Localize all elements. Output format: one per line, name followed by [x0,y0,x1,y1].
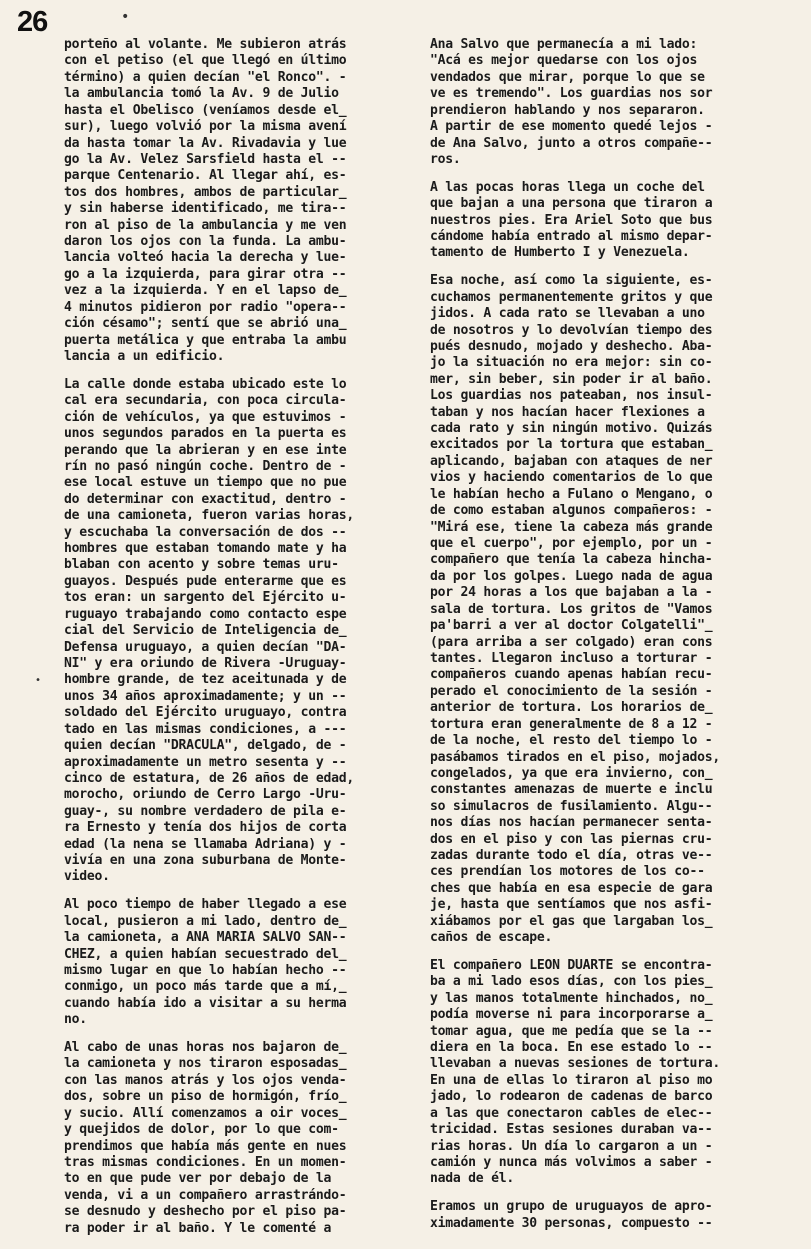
text-line: prendimos que había más gente en nues [64,1138,347,1154]
text-line: ces prendían los motores de los co-- [430,864,705,880]
text-line: nada de él. [430,1171,514,1187]
text-line: prendieron hablando y nos separaron. [430,102,705,118]
text-line: de nosotros y lo devolvían tiempo des [430,322,713,338]
text-line: tos eran: un sargento del Ejército u- [64,590,347,606]
text-line: zadas durante todo el día, otras ve-- [430,848,713,864]
text-line: ción césamo"; sentí que se abrió una_ [64,316,347,332]
text-line: ches que había en esa especie de gara [430,880,713,896]
paragraph [430,180,775,262]
text-line: lancia a un edificio. [64,349,225,365]
text-line: perado el conocimiento de la sesión - [430,683,713,699]
text-line: En una de ellas lo tiraron al piso mo [430,1072,713,1088]
text-line: excitados por la tortura que estaban_ [430,437,713,453]
text-line: la camioneta, a ANA MARIA SALVO SAN-- [64,930,347,946]
text-line: blaban con acento y sobre temas uru- [64,557,339,573]
text-line: vivía en una zona suburbana de Monte- [64,853,347,869]
text-line: ese local estuve un tiempo que no pue [64,475,347,491]
text-line: mismo lugar en que lo habían hecho -- [64,962,347,978]
text-line: dos, sobre un piso de hormigón, frío_ [64,1089,347,1105]
text-line: y sucio. Allí comenzamos a oir voces_ [64,1105,347,1121]
text-line: vios y haciendo comentarios de lo que [430,470,713,486]
text-line: la ambulancia tomó la Av. 9 de Julio [64,86,339,102]
left-column [64,37,409,1249]
text-line: morocho, oriundo de Cerro Largo -Uru- [64,787,347,803]
text-line: porteño al volante. Me subieron atrás [64,37,347,52]
text-line: cándome había entrado al mismo depar- [430,229,713,245]
text-line: Los guardias nos pateaban, nos insul- [430,388,713,404]
paragraph [430,273,775,946]
text-line: de la noche, el resto del tiempo lo - [430,733,713,749]
text-line: da por los golpes. Luego nada de agua [430,568,713,584]
paragraph [64,377,409,886]
text-line: Ana Salvo que permanecía a mi lado: [430,37,698,52]
text-line: por 24 horas a los que bajaban a la - [430,585,713,601]
text-line: xiábamos por el gas que largaban los_ [430,913,713,929]
text-line: a las que conectaron cables de elec-- [430,1105,713,1121]
text-line: rín no pasó ningún coche. Dentro de - [64,458,347,474]
text-line: ruguayo trabajando como contacto espe [64,606,347,622]
text-line: "Acá es mejor quedarse con los ojos [430,53,698,69]
paragraph [430,37,775,168]
text-line: do determinar con exactitud, dentro - [64,491,347,507]
text-line: video. [64,869,110,885]
text-line: la camioneta y nos tiraron esposadas_ [64,1056,347,1072]
text-line: anterior de tortura. Los horarios de_ [430,700,713,716]
text-line: de como estaban algunos compañeros: - [430,503,713,519]
text-line: tricidad. Estas sesiones duraban va-- [430,1122,713,1138]
text-line: y las manos totalmente hinchados, no_ [430,990,713,1006]
text-line: ba a mi lado esos días, con los pies_ [430,974,713,990]
text-line: sur), luego volvió por la misma avení [64,119,347,135]
text-line: mer, sin beber, sin poder ir al baño. [430,371,713,387]
text-line: A las pocas horas llega un coche del [430,179,705,195]
text-line: vez a la izquierda. Y en el lapso de_ [64,283,347,299]
text-line: camión y nunca más volvimos a saber - [430,1155,713,1171]
text-line: ve es tremendo". Los guardias nos sor [430,86,713,102]
text-line: rias horas. Un día lo cargaron a un - [430,1138,713,1154]
text-line: de una camioneta, fueron varias horas, [64,508,355,524]
text-line: CHEZ, a quien habían secuestrado del_ [64,946,347,962]
text-line: pués desnudo, mojado y deshecho. Aba- [430,338,713,354]
text-line: venda, vi a un compañero arrastrándo- [64,1187,347,1203]
text-line: (para arriba a ser colgado) eran cons [430,634,713,650]
text-line: y quejidos de dolor, por lo que com- [64,1122,339,1138]
text-line: cada rato y sin ningún motivo. Quizás [430,421,713,437]
text-line: le habían hecho a Fulano o Mengano, o [430,486,713,502]
text-line: NI" y era oriundo de Rivera -Uruguay- [64,656,347,671]
text-line: taban y nos hacían hacer flexiones a [430,404,705,420]
text-line: El compañero LEON DUARTE se encontra- [430,957,713,973]
text-line: nuestros pies. Era Ariel Soto que bus [430,212,713,228]
paragraph [430,1199,775,1232]
text-line: jidos. A cada rato se llevaban a uno [430,306,705,322]
stray-mark: • [35,675,42,686]
text-line: daron los ojos con la funda. La ambu- [64,234,347,250]
text-line: edad (la nena se llamaba Adriana) y - [64,836,347,852]
text-line: Al cabo de unas horas nos bajaron de_ [64,1040,347,1056]
text-line: tortura eran generalmente de 8 a 12 - [430,716,713,732]
text-line: se desnudo y deshecho por el piso pa- [64,1204,347,1220]
text-line: unos 34 años aproximadamente; y un -- [64,688,347,704]
text-line: Esa noche, así como la siguiente, es- [430,273,713,289]
text-line: cal era secundaria, con poca circula- [64,393,347,409]
text-line: constantes amenazas de muerte e inclu [430,782,713,798]
text-line: que el cuerpo", por ejemplo, por un - [430,536,713,552]
paragraph [64,1040,409,1237]
text-line: Defensa uruguayo, a quien decían "DA- [64,639,347,655]
text-line: sala de tortura. Los gritos de "Vamos [430,601,713,617]
text-line: que bajan a una persona que tiraron a [430,196,713,212]
text-line: 4 minutos pidieron por radio "opera-- [64,299,347,315]
text-line: caños de escape. [430,930,553,946]
text-line: conmigo, un poco más tarde que a mí,_ [64,979,347,995]
text-line: hombre grande, de tez aceitunada y de [64,672,347,688]
page-number: 26 [17,6,48,38]
text-line: jado, lo rodearon de cadenas de barco [430,1089,713,1105]
text-line: dos en el piso y con las piernas cru- [430,831,713,847]
text-line: cuchamos permanentemente gritos y que [430,289,713,305]
text-line: cinco de estatura, de 26 años de edad, [64,770,355,786]
text-line: parque Centenario. Al llegar ahí, es- [64,168,347,184]
text-line: tantes. Llegaron incluso a torturar - [430,650,713,666]
text-line: término) a quien decían "el Ronco". - [64,69,347,85]
text-line: tos dos hombres, ambos de particular_ [64,184,347,200]
text-line: quien decían "DRACULA", delgado, de - [64,738,347,754]
text-line: perando que la abrieran y en ese inte [64,442,347,458]
right-column [430,37,775,1243]
text-line: aproximadamente un metro sesenta y -- [64,754,347,770]
text-line: soldado del Ejército uruguayo, contra [64,705,347,721]
text-line: Eramos un grupo de uruguayos de apro- [430,1199,713,1215]
text-line: unos segundos parados en la puerta es [64,426,347,442]
text-line: je, hasta que sentíamos que nos asfi- [430,897,713,913]
text-line: congelados, ya que era invierno, con_ [430,765,713,781]
text-line: podía moverse ni para incorporarse a_ [430,1007,713,1023]
text-line: go a la izquierda, para girar otra -- [64,266,347,282]
text-line: ra poder ir al baño. Y le comenté a [64,1220,332,1236]
text-line: tamento de Humberto I y Venezuela. [430,245,690,261]
text-line: llevaban a nuevas sesiones de tortura. [430,1056,721,1072]
text-line: vendados que mirar, porque lo que se [430,69,705,85]
text-line: hombres que estaban tomando mate y ha [64,541,347,557]
text-line: puerta metálica y que entraba la ambu [64,332,347,348]
text-line: ción de vehículos, ya que estuvimos - [64,409,347,425]
paragraph [64,37,409,365]
text-line: so simulacros de fusilamiento. Algu-- [430,798,713,814]
text-line: pasábamos tirados en el piso, mojados, [430,749,721,765]
text-line: no. [64,1012,87,1028]
text-line: jo la situación no era mejor: sin co- [430,355,713,371]
text-line: tomar agua, que me pedía que se la -- [430,1023,713,1039]
text-line: aplicando, bajaban con ataques de ner [430,453,713,469]
text-line: ron al piso de la ambulancia y me ven [64,217,347,233]
text-line: y sin haberse identificado, me tira-- [64,201,347,217]
text-line: to en que pude ver por debajo de la [64,1171,332,1187]
text-line: pa'barri a ver al doctor Colgatelli"_ [430,618,713,634]
text-line: "Mirá ese, tiene la cabeza más grande [430,519,713,535]
text-line: go la Av. Velez Sarsfield hasta el -- [64,151,347,167]
text-line: da hasta tomar la Av. Rivadavia y lue [64,135,347,151]
text-line: tado en las mismas condiciones, a --- [64,721,347,737]
text-line: Al poco tiempo de haber llegado a ese [64,897,347,913]
text-line: guay-, su nombre verdadero de pila e- [64,803,347,819]
text-line: hasta el Obelisco (veníamos desde el_ [64,102,347,118]
text-line: A partir de ese momento quedé lejos - [430,119,713,135]
text-line: nos días nos hacían permanecer senta- [430,815,713,831]
text-line: compañeros cuando apenas habían recu- [430,667,713,683]
text-line: cial del Servicio de Inteligencia de_ [64,623,347,639]
text-line: ximadamente 30 personas, compuesto -- [430,1215,713,1231]
text-line: tras mismas condiciones. En un momen- [64,1155,347,1171]
text-line: La calle donde estaba ubicado este lo [64,376,347,392]
text-line: compañero que tenía la cabeza hincha- [430,552,713,568]
text-line: ra Ernesto y tenía dos hijos de corta [64,820,347,836]
text-line: y escuchaba la conversación de dos -- [64,524,347,540]
paragraph [64,897,409,1028]
paragraph [430,958,775,1188]
text-line: ros. [430,151,461,167]
stray-mark: • [121,9,130,25]
text-line: con las manos atrás y los ojos venda- [64,1072,347,1088]
text-line: diera en la boca. En ese estado lo -- [430,1040,713,1056]
text-line: cuando había ido a visitar a su herma [64,995,347,1011]
text-line: con el petiso (el que llegó en último [64,53,347,69]
text-line: guayos. Después pude enterarme que es [64,573,347,589]
text-line: de Ana Salvo, junto a otros compañe-- [430,135,713,151]
text-line: local, pusieron a mi lado, dentro de_ [64,913,347,929]
text-line: lancia volteó hacia la derecha y lue- [64,250,347,266]
